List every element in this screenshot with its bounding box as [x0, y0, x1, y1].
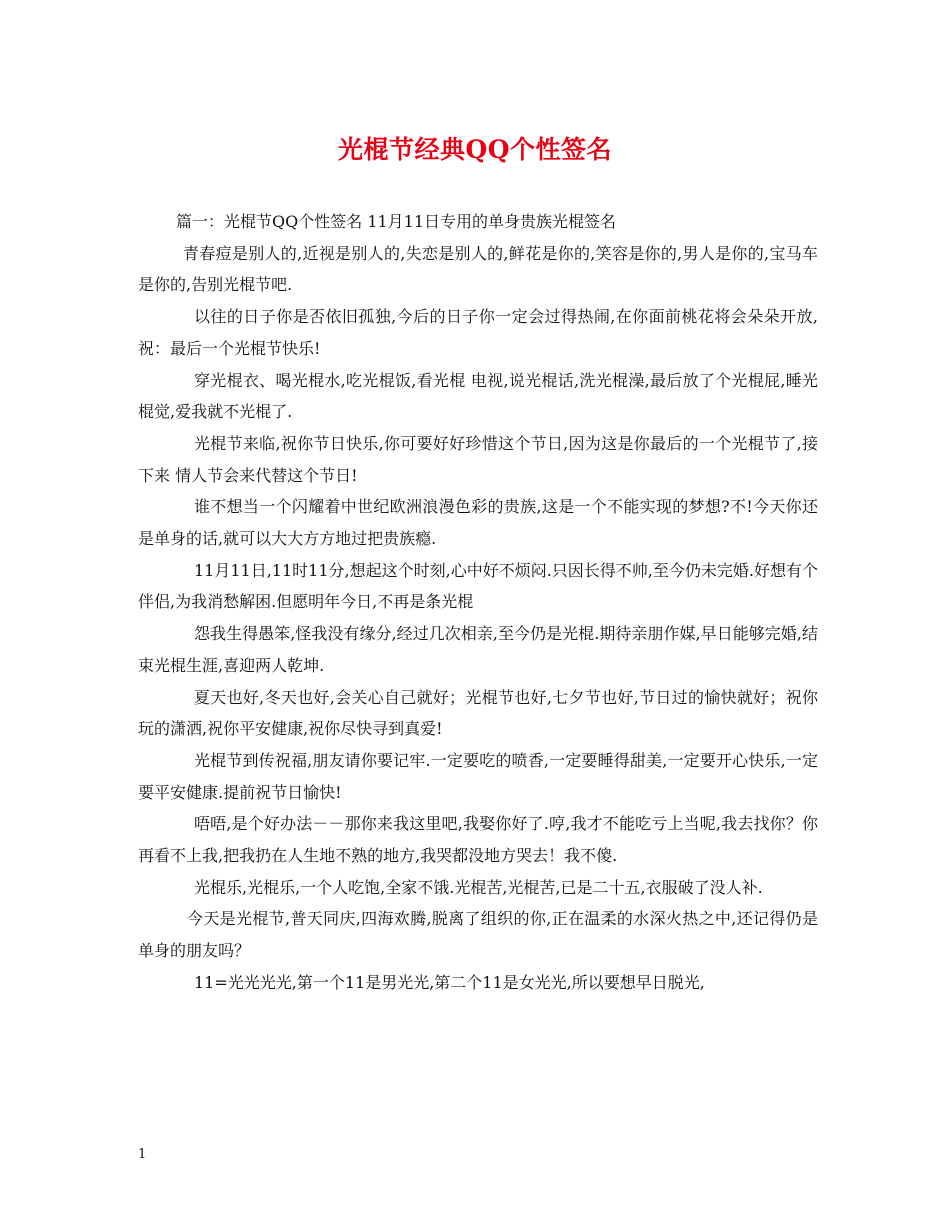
body-paragraph: 光棍乐,光棍乐,一个人吃饱,全家不饿.光棍苦,光棍苦,已是二十五,衣服破了没人补. — [194, 877, 763, 897]
body-paragraph: 谁不想当一个闪耀着中世纪欧洲浪漫色彩的贵族,这是一个不能实现的梦想?不!今天你还是单身的话,就可以大大方方地过把贵族瘾. — [138, 497, 818, 549]
body-paragraph: 以往的日子你是否依旧孤独,今后的日子你一定会过得热闹,在你面前桃花将会朵朵开放,祝：最后一个光棍节快乐! — [138, 307, 818, 358]
section-header: 篇一：光棍节QQ个性签名 11月11日专用的单身贵族光棍签名 — [176, 212, 617, 231]
body-paragraph: 唔唔,是个好办法－－那你来我这里吧,我娶你好了.哼,我才不能吃亏上当呢,我去找你？你再看不上我,把我扔在人生地不熟的地方,我哭都没地方哭去！我不傻. — [138, 814, 818, 866]
body-paragraph: 青春痘是别人的,近视是别人的,失恋是别人的,鲜花是你的,笑容是你的,男人是你的,宝马车是你的,告别光棍节吧. — [138, 243, 818, 295]
body-paragraph: 怨我生得愚笨,怪我没有缘分,经过几次相亲,至今仍是光棍.期待亲朋作媒,早日能够完婚,结束光棍生涯,喜迎两人乾坤. — [138, 624, 818, 675]
document-body — [138, 206, 818, 999]
body-paragraph: 夏天也好,冬天也好,会关心自己就好；光棍节也好,七夕节也好,节日过的愉快就好；祝你玩的潇洒,祝你平安健康,祝你尽快寻到真爱! — [138, 687, 818, 739]
body-paragraph: 穿光棍衣、喝光棍水,吃光棍饭,看光棍 电视,说光棍话,洗光棍澡,最后放了个光棍屁,睡光棍觉,爱我就不光棍了. — [138, 370, 818, 422]
page-number: 1 — [138, 1147, 147, 1162]
body-paragraph: 今天是光棍节,普天同庆,四海欢腾,脱离了组织的你,正在温柔的水深火热之中,还记得仍是单身的朋友吗？ — [138, 909, 818, 961]
body-paragraph: 11月11日,11时11分,想起这个时刻,心中好不烦闷.只因长得不帅,至今仍未完婚.好想有个伴侣,为我消愁解困.但愿明年今日,不再是条光棍 — [138, 560, 818, 612]
body-paragraph: 光棍节到传祝福,朋友请你要记牢.一定要吃的喷香,一定要睡得甜美,一定要开心快乐,一定要平安健康.提前祝节日愉快! — [138, 750, 818, 802]
document-title: 光棍节经典QQ个性签名 — [337, 135, 613, 164]
body-paragraph: 11=光光光光,第一个11是男光光,第二个11是女光光,所以要想早日脱光, — [194, 972, 705, 992]
body-paragraph: 光棍节来临,祝你节日快乐,你可要好好珍惜这个节日,因为这是你最后的一个光棍节了,接下来 情人节会来代替这个节日! — [138, 433, 818, 485]
